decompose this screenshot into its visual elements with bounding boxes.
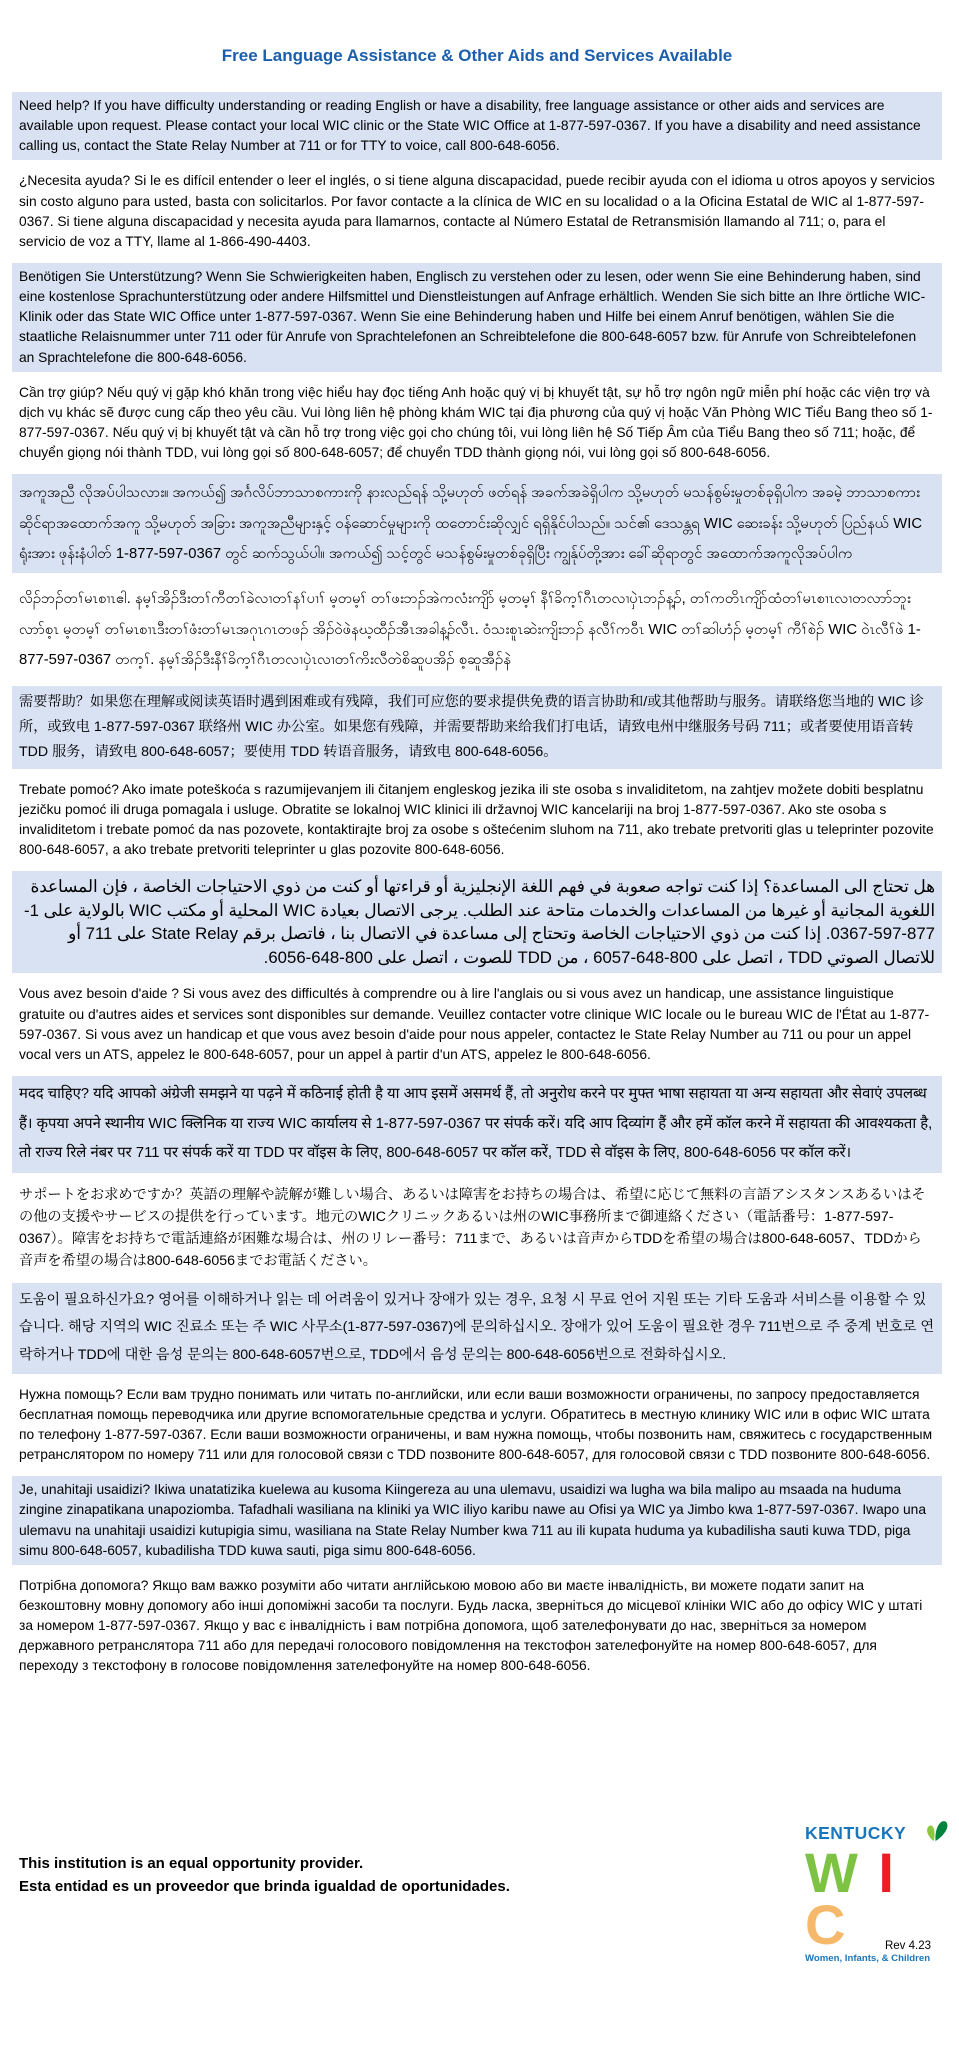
paragraph-karen: လိၣ်ဘၣ်တၢ်မၤစၢၤဧါ. နမ့ၢ်အိၣ်ဒီးတၢ်ကီတၢ်ခဲလၢတၢ်နၢ်ပၢၢ် မ့တမ့ၢ် တၢ်ဖးဘၣ်အဲကလံးကျိာ် မ့တမ့ၢ် နီၢ်ခိက့ၢ်ဂီၤတလၢပှဲၤဘၣ်န့ၣ်, တၢ်ကတိၤကျိာ်ထံတၢ်မၤစၢၤလၢတလာာ်ဘူးလာာ်စ့ၤ မ့တမ့ၢ် တၢ်မၤစၢၤဒီးတၢ်ဖံးတၢ်မၤအဂုၤဂၤတဖၣ် အိၣ်ဝဲဖဲနဃ့ထီၣ်အီၤအခါန့ၣ်လီၤ. ဝံသးစူၤဆဲးကျိးဘၣ် နလီၢ်ကဝီၤ WIC တၢ်ဆါဟံၣ် မ့တမ့ၢ် ကီၢ်စဲၣ် WIC ဝဲၤလီၢ်ဖဲ 1-877-597-0367 တက့ၢ်. နမ့ၢ်အိၣ်ဒီးနီၢ်ခိက့ၢ်ဂီၤတလၢပှဲၤလၢတၢ်ကိးလီတဲစိဆူပအိၣ် စ့ဆူအီၣ်နဲ	[19, 591, 921, 668]
paragraph-arabic: هل تحتاج الى المساعدة؟ إذا كنت تواجه صعوبة في فهم اللغة الإنجليزية أو قراءتها أو كنت من ذوي الاحتياجات الخاصة ، فإن المساعدة اللغوية المجانية أو غيرها من المساعدات والخدمات متاحة عند الطلب. يرجى الاتصال بعيادة WIC المحلية أو مكتب WIC بالولاية على 1-877-597-0367. إذا كنت من ذوي الاحتياجات الخاصة وتحتاج إلى مساعدة في الاتصال بنا ، فاتصل برقم State Relay على 711 أو للاتصال الصوتي TDD ، اتصل على 800-648-6057 ، من TDD للصوت ، اتصل على 800-648-6056.	[12, 871, 942, 973]
paragraph-german: Benötigen Sie Unterstützung? Wenn Sie Schwierigkeiten haben, Englisch zu verstehen oder zu lesen, oder wenn Sie eine Behinderung haben, sind eine kostenlose Sprachunterstützung oder andere Hilfsmittel und Dienstleistungen auf Anfrage erhältlich. Wenden Sie sich bitte an Ihre örtliche WIC-Klinik oder das State WIC Office unter 1-877-597-0367. Wenn Sie eine Behinderung haben und Hilfe bei einem Anruf benötigen, wählen Sie die staatliche Relaisnummer unter 711 oder für Anrufe von Sprachtelefonen an Schreibtelefone die 800-648-6057 bzw. für Anrufe von Schreibtelefonen an Sprachtelefone die 800-648-6056.	[12, 263, 942, 372]
equal-opportunity-statement	[19, 1852, 510, 1899]
logo-wic-letters	[805, 1841, 951, 1956]
paragraph-korean: 도움이 필요하신가요? 영어를 이해하거나 읽는 데 어려움이 있거나 장애가 있는 경우, 요청 시 무료 언어 지원 또는 기타 도움과 서비스를 이용할 수 있습니다. 해당 지역의 WIC 진료소 또는 주 WIC 사무소(1-877-597-0367)에 문의하십시오. 장애가 있어 도움이 필요한 경우 711번으로 주 중계 번호로 연락하거나 TDD에 대한 음성 문의는 800-648-6057번으로, TDD에서 음성 문의는 800-648-6056번으로 전화하십시오.	[12, 1283, 942, 1374]
paragraph-spanish: ¿Necesita ayuda? Si le es difícil entender o leer el inglés, o si tiene alguna discapacidad, puede recibir ayuda con el idioma u otros apoyos y servicios sin costo alguno para usted, basta con solicitarlos. Por favor contacte a la clínica de WIC en su localidad o a la Oficina Estatal de WIC al 1-877-597-0367. Si tiene alguna discapacidad y necesita ayuda para llamarnos, contacte al Número Estatal de Retransmisión llamando al 711; o, para el servicio de voz a TTY, llame al 1-866-490-4403.	[19, 173, 935, 249]
logo-state-text: KENTUCKY	[805, 1823, 907, 1843]
logo-letter-w: W	[805, 1841, 859, 1904]
paragraph-french: Vous avez besoin d'aide ? Si vous avez des difficultés à comprendre ou à lire l'anglais ou si vous avez un handicap, une assistance linguistique gratuite ou d'autres aides et services sont disponibles sur demande. Veuillez contacter votre clinique WIC locale ou le bureau WIC de l'État au 1-877-597-0367. Si vous avez un handicap et que vous avez besoin d'aide pour nous appeler, contactez le State Relay Number au 711 ou pour un appel vocal vers un ATS, appelez le 800-648-6057, pour un appel à partir d'un ATS, appelez le 800-648-6056.	[19, 986, 930, 1062]
equal-opportunity-english: This institution is an equal opportunity provider.	[19, 1855, 364, 1872]
paragraph-japanese: サポートをお求めですか？英語の理解や読解が難しい場合、あるいは障害をお持ちの場合は、希望に応じて無料の言語アシスタンスあるいはその他の支援やサービスの提供を行っています。地元のWICクリニックあるいは州のWIC事務所まで御連絡ください（電話番号：1-877-597-0367）。障害をお持ちで電話連絡が困難な場合は、州のリレー番号：711まで、あるいは音声からTDDを希望の場合は800-648-6057、TDDから音声を希望の場合は800-648-6056までお電話ください。	[19, 1186, 926, 1269]
paragraph-ukrainian: Потрібна допомога? Якщо вам важко розуміти або читати англійською мовою або ви маєте інвалідність, ви можете подати запит на безкоштовну мовну допомогу або інші допоміжні засоби та послуги. Будь ласка, зверніться до місцевої клініки WIC або до офісу WIC у штаті за номером 1-877-597-0367. Якщо у вас є інвалідність і вам потрібна допомога, щоб зателефонувати до нас, зверніться за номером державного ретранслятора 711 або для передачі голосового повідомлення на текстофон зателефонуйте на номер 800-648-6057, для переходу з текстофону в голосове повідомлення зателефонуйте на номер 800-648-6056.	[19, 1577, 923, 1674]
paragraph-bosnian: Trebate pomoć? Ako imate poteškoća s razumijevanjem ili čitanjem engleskog jezika ili ste osoba s invaliditetom, na zahtjev možete dobiti besplatnu jezičku pomoć ili druga pomagala i usluge. Obratite se lokalnoj WIC klinici ili državnoj WIC kancelariji na broj 1-877-597-0367. Ako ste osoba s invaliditetom i trebate pomoć da nas pozovete, kontaktirajte broj za osobe s oštećenim sluhom na 711, ako trebate pretvoriti glas u teleprinter pozovite 800-648-6057, a ako trebate pretvoriti teleprinter u glas pozovite 800-648-6056.	[19, 781, 934, 858]
paragraph-swahili: Je, unahitaji usaidizi? Ikiwa unatatizika kuelewa au kusoma Kiingereza au una ulemavu, usaidizi wa lugha wa bila malipo au msaada na huduma zingine zinapatikana unapoziomba. Tafadhali wasiliana na kliniki ya WIC iliyo karibu nawe au Ofisi ya WIC ya Jimbo kwa 1-877-597-0367. Iwapo una ulemavu na unahitaji usaidizi kutupigia simu, wasiliana na State Relay Number kwa 711 au ili kupata huduma ya kubadilisha sauti kuwa TDD, piga simu 800-648-6057, kubadilisha TDD kuwa sauti, piga simu 800-648-6056.	[12, 1476, 942, 1565]
leaf-heart-icon	[923, 1820, 949, 1844]
equal-opportunity-spanish: Esta entidad es un proveedor que brinda igualdad de oportunidades.	[19, 1878, 510, 1896]
revision-label: Rev 4.23	[884, 1940, 931, 1952]
paragraph-hindi: मदद चाहिए? यदि आपको अंग्रेजी समझने या पढ़ने में कठिनाई होती है या आप इसमें असमर्थ हैं, तो अनुरोध करने पर मुफ्त भाषा सहायता या अन्य सहायता और सेवाएं उपलब्ध हैं। कृपया अपने स्थानीय WIC क्लिनिक या राज्य WIC कार्यालय से 1-877-597-0367 पर संपर्क करें। यदि आप दिव्यांग हैं और हमें कॉल करने में सहायता की आवश्यकता है, तो राज्य रिले नंबर पर 711 पर संपर्क करें या TDD पर वॉइस के लिए, 800-648-6057 पर कॉल करें, TDD से वॉइस के लिए, 800-648-6056 पर कॉल करें।	[12, 1076, 942, 1173]
paragraph-vietnamese: Cần trợ giúp? Nếu quý vị gặp khó khăn trong việc hiểu hay đọc tiếng Anh hoặc quý vị bị khuyết tật, sự hỗ trợ ngôn ngữ miễn phí hoặc các viện trợ và dịch vụ khác sẽ được cung cấp theo yêu cầu. Vui lòng liên hệ phòng khám WIC tại địa phương của quý vị hoặc Văn Phòng WIC Tiểu Bang theo số 1-877-597-0367. Nếu quý vị bị khuyết tật và cần hỗ trợ trong việc gọi cho chúng tôi, vui lòng liên hệ Số Tiếp Âm của Tiểu Bang theo số 711; hoặc, để chuyển giọng nói thành TDD, vui lòng gọi số 800-648-6057; để chuyển TDD thành giọng nói, vui lòng gọi số 800-648-6056.	[19, 384, 933, 461]
logo-tagline: Women, Infants, & Children	[805, 1953, 931, 1965]
paragraph-english: Need help? If you have difficulty understanding or reading English or have a disability, free language assistance or other aids and services are available upon request. Please contact your local WIC clinic or the State WIC Office at 1-877-597-0367. If you have a disability and need assistance calling us, contact the State Relay Number at 711 or for TTY to voice, call 800-648-6056.	[12, 92, 942, 160]
logo-letter-i: I	[878, 1841, 895, 1904]
paragraph-chinese: 需要帮助？如果您在理解或阅读英语时遇到困难或有残障，我们可应您的要求提供免费的语言协助和/或其他帮助与服务。请联络您当地的 WIC 诊所，或致电 1-877-597-0367 联络州 WIC 办公室。如果您有残障，并需要帮助来给我们打电话，请致电州中继服务号码 711；或者要使用语音转 TDD 服务，请致电 800-648-6057；要使用 TDD 转语音服务，请致电 800-648-6056。	[12, 686, 942, 769]
logo-letter-c: C	[805, 1892, 847, 1956]
logo-state-row	[805, 1823, 951, 1845]
paragraph-russian: Нужна помощь? Если вам трудно понимать или читать по-английски, или если ваши возможности ограничены, по запросу предоставляется бесплатная помощь переводчика или другие вспомогательные средства и услуги. Обратитесь в местную клинику WIC или в офис WIC штата по телефону 1-877-597-0367. Если ваши возможности ограничены, и вам нужна помощь, чтобы позвонить нам, свяжитесь с государственным ретранслятором по номеру 711 или для голосовой связи с TDD позвоните 800-648-6057, для голосовой связи с TDD позвоните 800-648-6056.	[19, 1386, 933, 1463]
page-title: Free Language Assistance & Other Aids and Services Available	[221, 46, 733, 65]
paragraph-burmese: အကူအညီ လိုအပ်ပါသလား။ အကယ်၍ အင်္ဂလိပ်ဘာသာစကားကို နားလည်ရန် သို့မဟုတ် ဖတ်ရန် အခက်အခဲရှိပါက သို့မဟုတ် မသန်စွမ်းမှုတစ်ခုရှိပါက အခမဲ့ ဘာသာစကားဆိုင်ရာအထောက်အကူ သို့မဟုတ် အခြား အကူအညီများနှင့် ဝန်ဆောင်မှုများကို ထတောင်းဆိုလျှင် ရရှိနိုင်ပါသည်။ သင်၏ ဒေသန္တရ WIC ဆေးခန်း သို့မဟုတ် ပြည်နယ် WIC ရုံးအား ဖုန်းနံပါတ် 1-877-597-0367 တွင် ဆက်သွယ်ပါ။ အကယ်၍ သင့်တွင် မသန်စွမ်းမှုတစ်ခုရှိပြီး ကျွန်ုပ်တို့အား ခေါ်ဆိုရာတွင် အထောက်အကူလိုအပ်ပါက	[12, 474, 942, 573]
